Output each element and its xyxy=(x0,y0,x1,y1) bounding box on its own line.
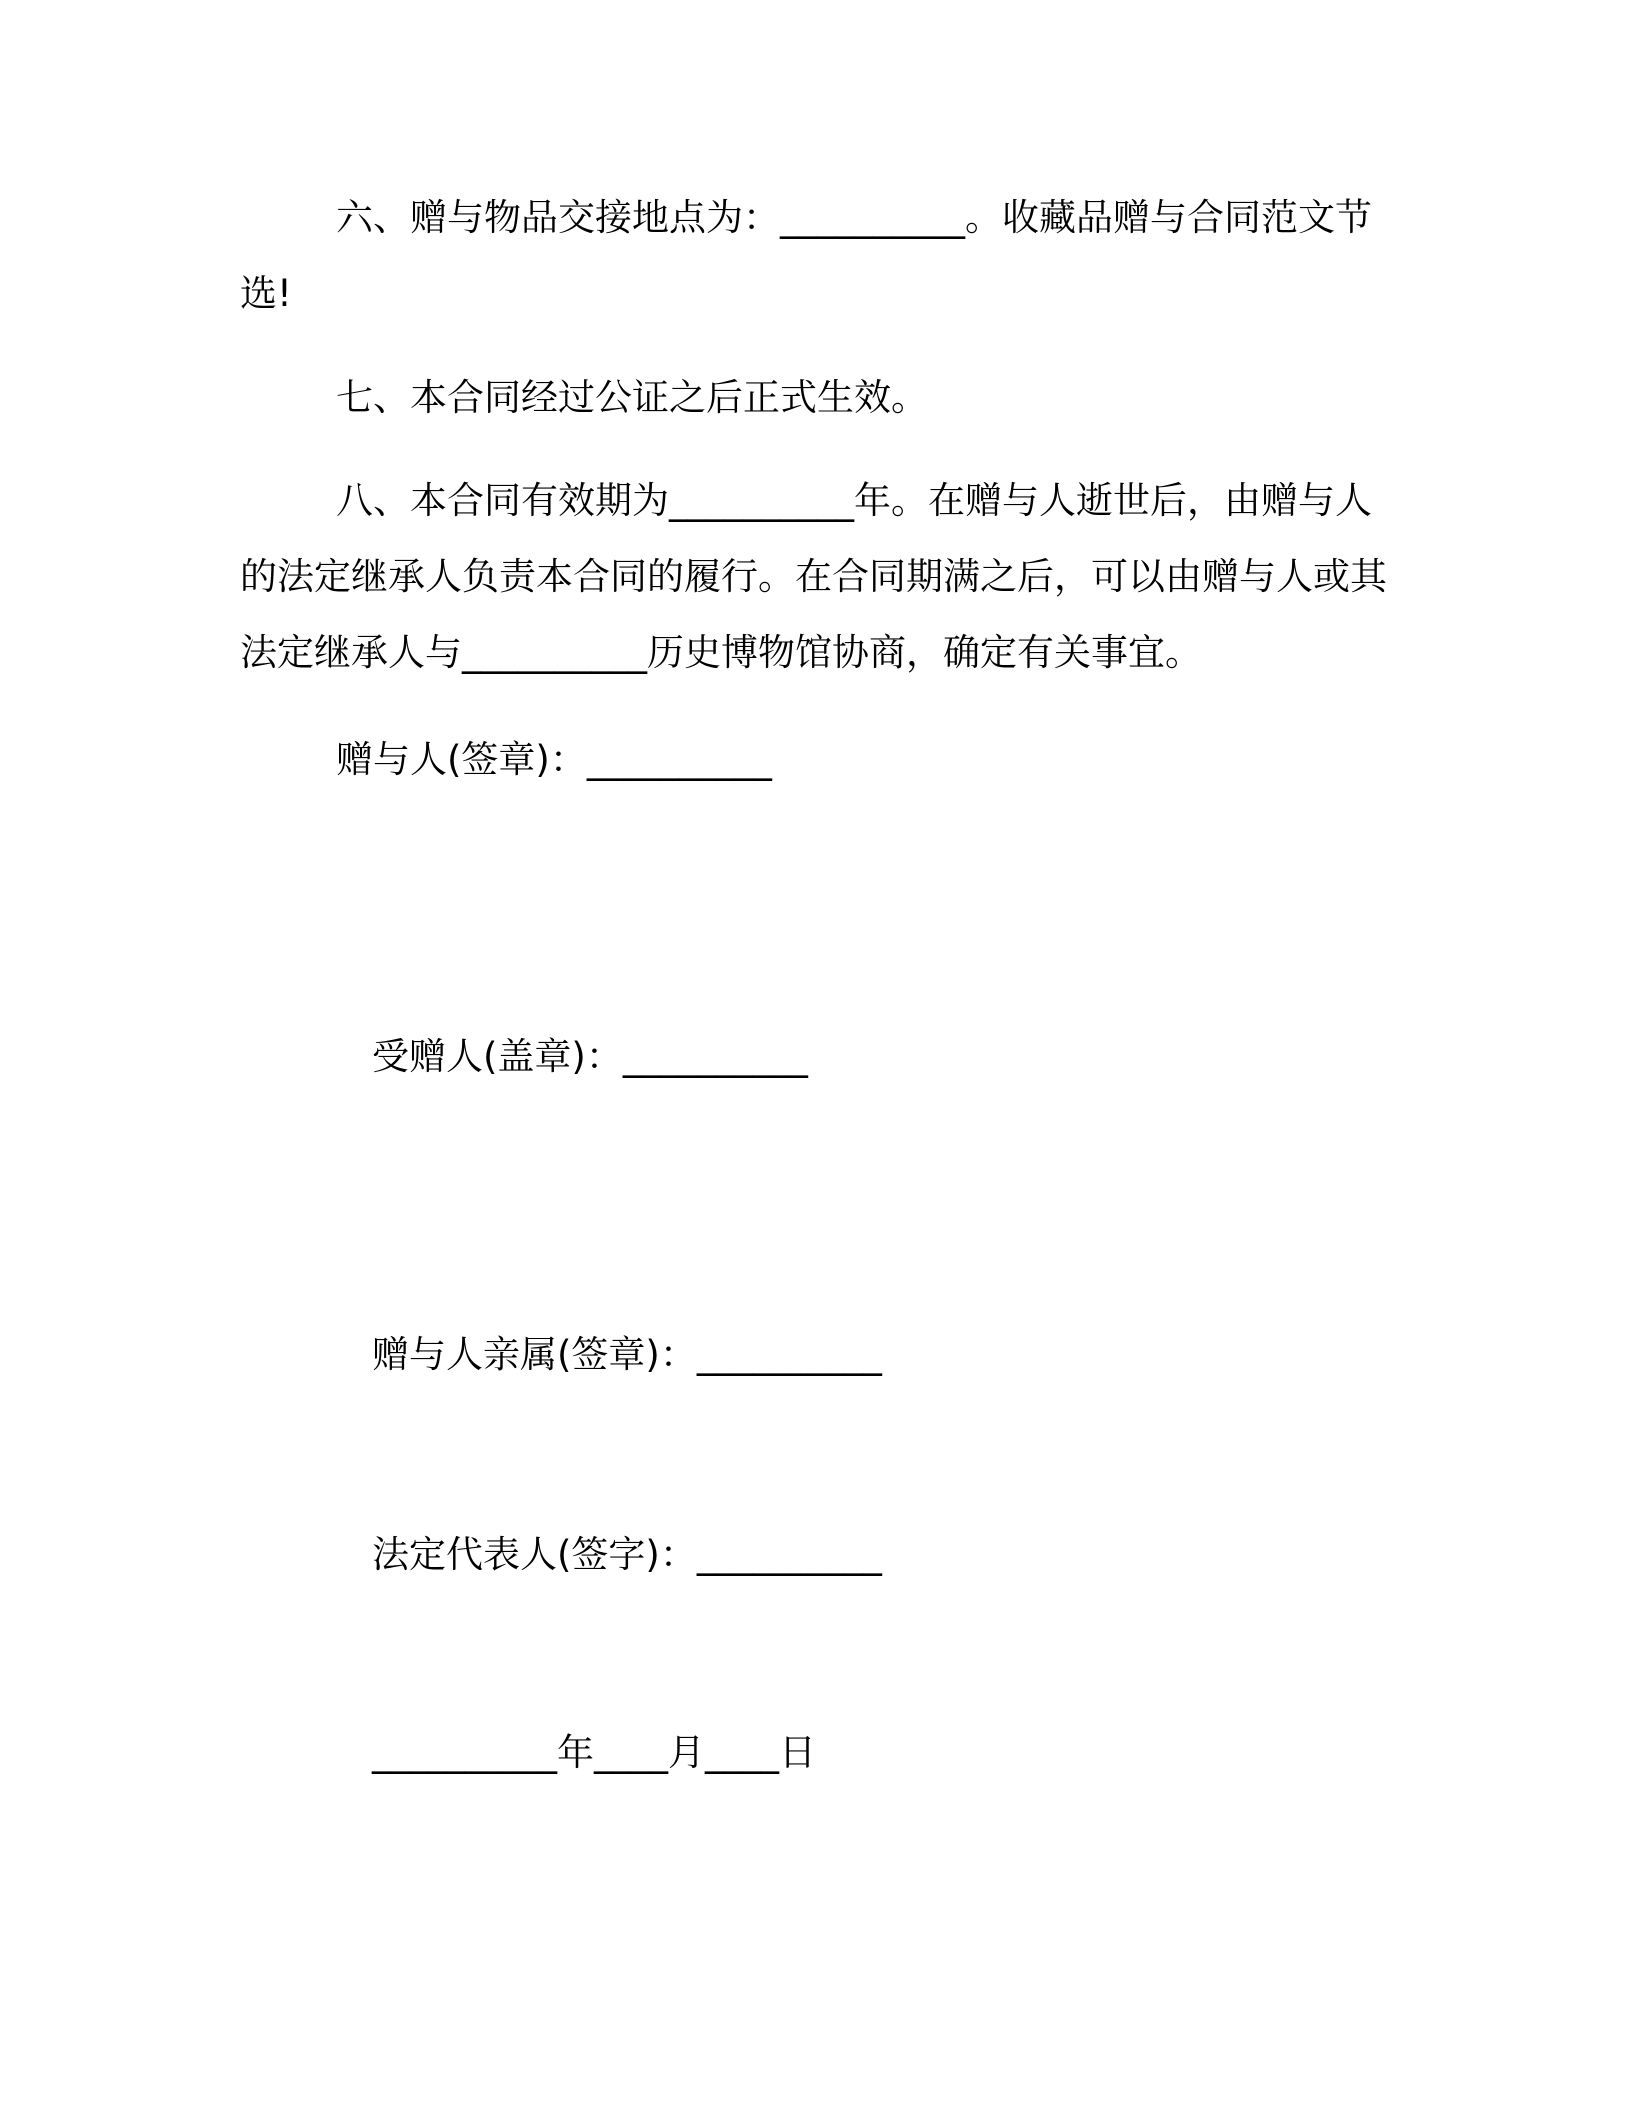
clause-eight: 八、本合同有效期为__________年。在赠与人逝世后，由赠与人的法定继承人负责本合同的履行。在合同期满之后，可以由赠与人或其法定继承人与__________历史博物馆协商，确定有关事宜。 xyxy=(240,479,1387,674)
signing-date-line: __________年____月____日 xyxy=(372,1731,816,1774)
donor-relative-signature-line: 赠与人亲属(签章)：__________ xyxy=(372,1333,882,1376)
donor-signature-line: 赠与人(签章)：__________ xyxy=(336,738,772,781)
donee-seal-line: 受赠人(盖章)：__________ xyxy=(372,1035,808,1078)
clause-six: 六、赠与物品交接地点为：__________。收藏品赠与合同范文节选! xyxy=(240,196,1372,315)
legal-representative-signature-line: 法定代表人(签字)：__________ xyxy=(372,1533,882,1576)
clause-seven: 七、本合同经过公证之后正式生效。 xyxy=(336,376,928,419)
